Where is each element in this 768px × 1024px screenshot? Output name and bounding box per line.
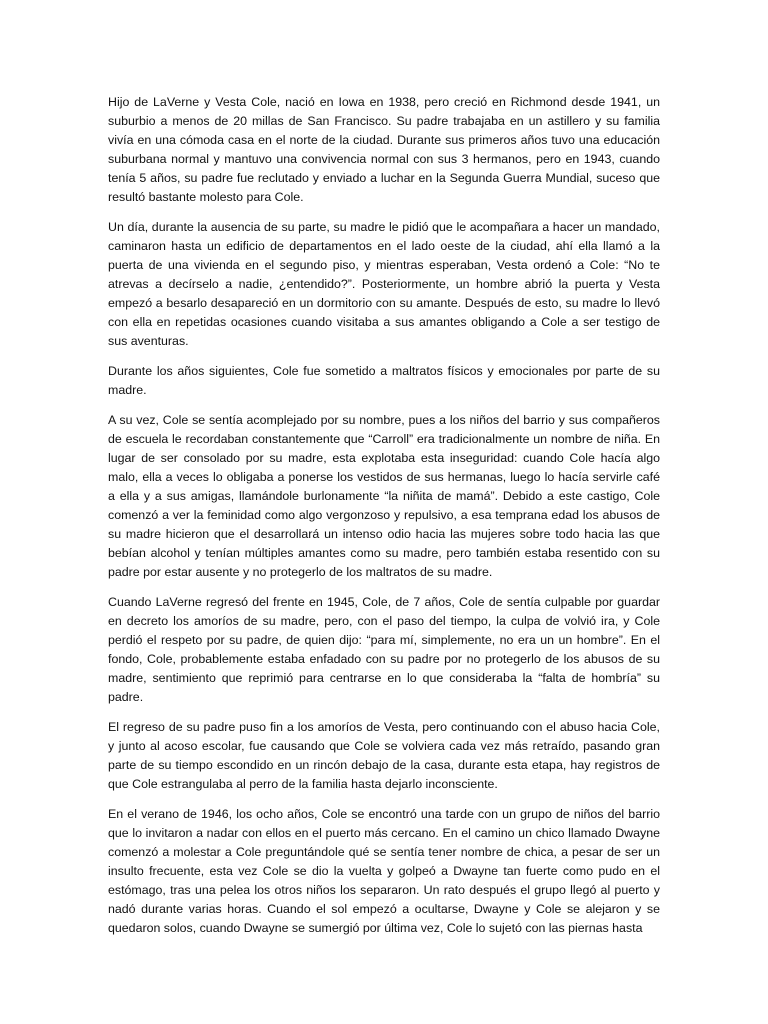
paragraph-4: A su vez, Cole se sentía acomplejado por su nombre, pues a los niños del barrio y sus compañeros de escuela le recordaban constantemente que “Carroll” era tradicionalmente un nombre de niña. En lugar de ser consolado por su madre, esta explotaba esta inseguridad: cuando Cole hacía algo malo, ella a veces lo obligaba a ponerse los vestidos de sus hermanas, luego lo hacía servirle café a ella y a sus amigas, llamándole burlonamente “la niñita de mamá”. Debido a este castigo, Cole comenzó a ver la feminidad como algo vergonzoso y repulsivo, a esa temprana edad los abusos de su madre hicieron que el desarrollará un intenso odio hacia las mujeres sobre todo hacia las que bebían alcohol y tenían múltiples amantes como su madre, pero también estaba resentido con su padre por estar ausente y no protegerlo de los maltratos de su madre. [108, 413, 660, 579]
paragraph-1: Hijo de LaVerne y Vesta Cole, nació en Iowa en 1938, pero creció en Richmond desde 1941, un suburbio a menos de 20 millas de San Francisco. Su padre trabajaba en un astillero y su familia vivía en una cómoda casa en el norte de la ciudad. Durante sus primeros años tuvo una educación suburbana normal y mantuvo una convivencia normal con sus 3 hermanos, pero en 1943, cuando tenía 5 años, su padre fue reclutado y enviado a luchar en la Segunda Guerra Mundial, suceso que resultó bastante molesto para Cole. [108, 95, 660, 204]
paragraph-5: Cuando LaVerne regresó del frente en 1945, Cole, de 7 años, Cole de sentía culpable por guardar en decreto los amoríos de su madre, pero, con el paso del tiempo, la culpa de volvió ira, y Cole perdió el respeto por su padre, de quien dijo: “para mí, simplemente, no era un un hombre”. En el fondo, Cole, probablemente estaba enfadado con su padre por no protegerlo de los abusos de su madre, sentimiento que reprimió para centrarse en lo que consideraba la “falta de hombría” su padre. [108, 595, 660, 704]
paragraph-7: En el verano de 1946, los ocho años, Cole se encontró una tarde con un grupo de niños del barrio que lo invitaron a nadar con ellos en el puerto más cercano. En el camino un chico llamado Dwayne comenzó a molestar a Cole preguntándole qué se sentía tener nombre de chica, a pesar de ser un insulto frecuente, esta vez Cole se dio la vuelta y golpeó a Dwayne tan fuerte como pudo en el estómago, tras una pelea los otros niños los separaron. Un rato después el grupo llegó al puerto y nadó durante varias horas. Cuando el sol empezó a ocultarse, Dwayne y Cole se alejaron y se quedaron solos, cuando Dwayne se sumergió por última vez, Cole lo sujetó con las piernas hasta [108, 807, 660, 935]
paragraph-6: El regreso de su padre puso fin a los amoríos de Vesta, pero continuando con el abuso hacia Cole, y junto al acoso escolar, fue causando que Cole se volviera cada vez más retraído, pasando gran parte de su tiempo escondido en un rincón debajo de la casa, durante esta etapa, hay registros de que Cole estrangulaba al perro de la familia hasta dejarlo inconsciente. [108, 720, 660, 791]
paragraph-2: Un día, durante la ausencia de su parte, su madre le pidió que le acompañara a hacer un mandado, caminaron hasta un edificio de departamentos en el lado oeste de la ciudad, ahí ella llamó a la puerta de una vivienda en el segundo piso, y mientras esperaban, Vesta ordenó a Cole: “No te atrevas a decírselo a nadie, ¿entendido?”. Posteriormente, un hombre abrió la puerta y Vesta empezó a besarlo desapareció en un dormitorio con su amante. Después de esto, su madre lo llevó con ella en repetidas ocasiones cuando visitaba a sus amantes obligando a Cole a ser testigo de sus aventuras. [108, 220, 660, 348]
paragraph-3: Durante los años siguientes, Cole fue sometido a maltratos físicos y emocionales por parte de su madre. [108, 364, 660, 397]
